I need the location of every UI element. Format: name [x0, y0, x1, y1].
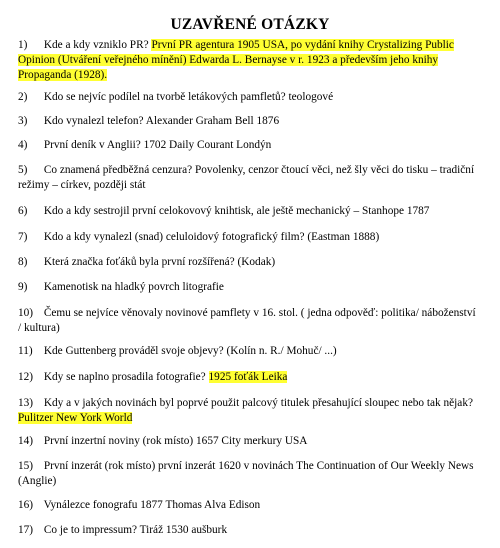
answer-text: (Kolín n. R./ Mohuč/ ...): [226, 345, 337, 357]
question-item: [18, 38, 480, 83]
item-number: 4): [18, 139, 28, 151]
question-item: [18, 434, 480, 449]
answer-text: Alexander Graham Bell 1876: [145, 115, 280, 127]
answer-text: 1702 Daily Courant Londýn: [143, 139, 272, 151]
answer-text: teologové: [288, 91, 334, 103]
question-item: [18, 523, 480, 538]
answer-text: Stanhope 1787: [361, 205, 430, 217]
answer-text: Povolenky, cenzor čtoucí věci, než šly věci do tisku – tradiční režimy – církev, později stát: [18, 164, 475, 191]
answer-text: 1925 foťák Leika: [208, 371, 288, 383]
question-item: [18, 204, 480, 219]
question-text: Kdo a kdy sestrojil první celokovový knihtisk, ale ještě mechanický –: [43, 205, 360, 217]
item-number: 15): [18, 460, 34, 472]
question-text: Kdo a kdy vynalezl (snad) celuloidový fotografický film?: [43, 231, 305, 243]
question-item: [18, 280, 480, 295]
answer-text: (Kodak): [237, 256, 276, 268]
answer-text: První PR agentura 1905 USA, po vydání knihy Crystalizing Public Opinion (Utváření veřejného mínění) Edwarda L. Bernayse v r. 1923 a především jeho knihy Propaganda (1928).: [18, 39, 454, 81]
question-text: Čemu se nejvíce věnovaly novinové pamflety v 16. stol.: [43, 307, 298, 319]
question-item: [18, 138, 480, 153]
answer-text: (Eastman 1888): [307, 231, 380, 243]
item-number: 2): [18, 91, 28, 103]
answer-text: Tiráž 1530 aušburk: [139, 524, 228, 536]
item-number: 8): [18, 256, 28, 268]
item-number: 13): [18, 397, 34, 409]
item-number: 14): [18, 435, 34, 447]
item-number: 17): [18, 524, 34, 536]
question-text: Vynálezce fonografu: [43, 499, 138, 511]
item-number: 10): [18, 307, 34, 319]
item-number: 9): [18, 281, 28, 293]
question-text: První deník v Anglii?: [43, 139, 141, 151]
item-number: 12): [18, 371, 34, 383]
answer-text: první inzerát 1620 v novinách The Continuation of Our Weekly News (Anglie): [18, 460, 474, 487]
question-text: Kdy se naplno prosadila fotografie?: [43, 371, 206, 383]
question-item: [18, 90, 480, 105]
question-text: Co znamená předběžná cenzura?: [43, 164, 193, 176]
item-number: 5): [18, 164, 28, 176]
item-number: 11): [18, 345, 33, 357]
question-item: [18, 255, 480, 270]
answer-text: 1657 City merkury USA: [196, 435, 308, 447]
question-text: První inzerát (rok místo): [43, 460, 156, 472]
question-text: Kdo se nejvíc podílel na tvorbě letákových pamfletů?: [43, 91, 286, 103]
question-text: Co je to impressum?: [43, 524, 138, 536]
question-item: [18, 230, 480, 245]
question-item: [18, 498, 480, 513]
question-text: Kde Guttenberg prováděl svoje objevy?: [43, 345, 224, 357]
question-item: [18, 396, 480, 426]
question-text: Kdy a v jakých novinách byl poprvé použit palcový titulek přesahující sloupec nebo tak nějak?: [43, 397, 473, 409]
question-item: [18, 459, 480, 489]
question-text: První inzertní noviny (rok místo): [43, 435, 194, 447]
question-item: [18, 114, 480, 129]
question-item: [18, 344, 480, 359]
answer-text: ( jedna odpověď: politika/ náboženství / kultura): [18, 307, 476, 334]
item-number: 7): [18, 231, 28, 243]
question-item: [18, 370, 480, 385]
item-number: 1): [18, 39, 28, 51]
answer-text: Pulitzer New York World: [18, 412, 133, 424]
answer-text: 1877 Thomas Alva Edison: [140, 499, 261, 511]
question-item: [18, 163, 480, 193]
question-item: [18, 306, 480, 336]
item-number: 16): [18, 499, 34, 511]
item-number: 3): [18, 115, 28, 127]
question-text: Která značka foťáků byla první rozšířená?: [43, 256, 235, 268]
item-number: 6): [18, 205, 28, 217]
question-text: Kamenotisk na hladký povrch: [43, 281, 180, 293]
page-title: UZAVŘENÉ OTÁZKY: [170, 16, 330, 33]
answer-text: litografie: [182, 281, 224, 293]
question-text: Kde a kdy vzniklo PR?: [43, 39, 149, 51]
question-text: Kdo vynalezl telefon?: [43, 115, 144, 127]
